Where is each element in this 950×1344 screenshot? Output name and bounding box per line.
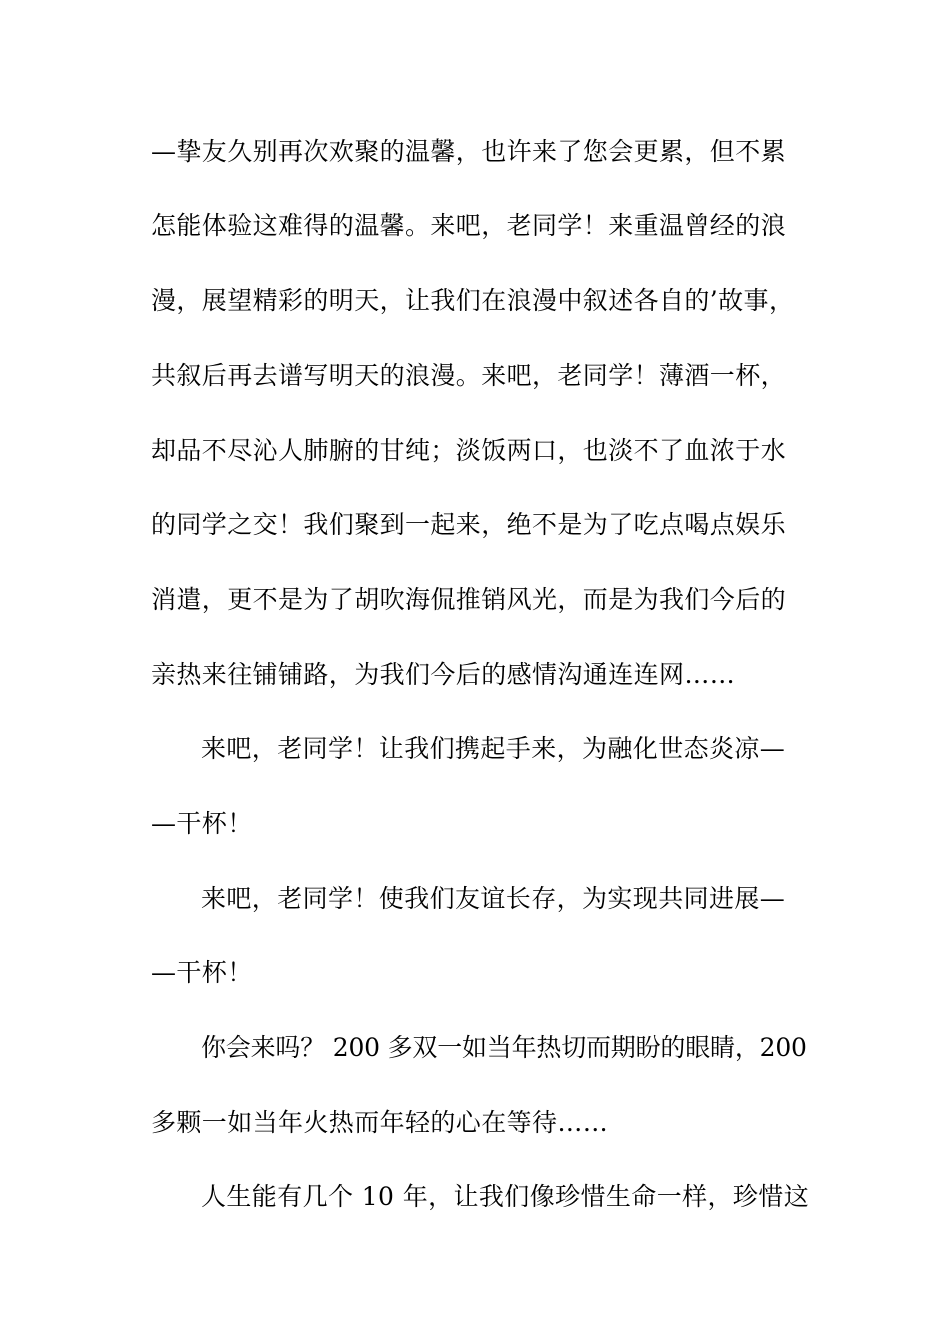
text-line-5: 却品不尽沁人肺腑的甘纯；淡饭两口，也淡不了血浓于水 <box>151 436 787 465</box>
text-line-9: 来吧，老同学！让我们携起手来，为融化世态炎凉— <box>201 734 786 763</box>
text-line-8: 亲热来往铺铺路，为我们今后的感情沟通连连网…… <box>151 660 736 689</box>
text-line-14: 多颗一如当年火热而年轻的心在等待…… <box>151 1108 609 1137</box>
text-line-13: 你会来吗？ 200 多双一如当年热切而期盼的眼睛，200 <box>201 1033 807 1062</box>
text-line-11: 来吧，老同学！使我们友谊长存，为实现共同进展— <box>201 884 786 913</box>
text-line-6: 的同学之交！我们聚到一起来，绝不是为了吃点喝点娱乐 <box>151 510 787 539</box>
text-line-1: —挚友久别再次欢聚的温馨，也许来了您会更累，但不累 <box>151 137 787 166</box>
text-line-12: —干杯！ <box>151 958 253 987</box>
text-line-10: —干杯！ <box>151 809 253 838</box>
text-line-4: 共叙后再去谱写明天的浪漫。来吧，老同学！薄酒一杯， <box>151 361 787 390</box>
text-line-3: 漫，展望精彩的明天，让我们在浪漫中叙述各自的’故事， <box>151 286 795 315</box>
text-line-15: 人生能有几个 10 年，让我们像珍惜生命一样，珍惜这 <box>201 1182 810 1211</box>
text-line-7: 消遣，更不是为了胡吹海侃推销风光，而是为我们今后的 <box>151 585 787 614</box>
text-line-2: 怎能体验这难得的温馨。来吧，老同学！来重温曾经的浪 <box>151 211 787 240</box>
